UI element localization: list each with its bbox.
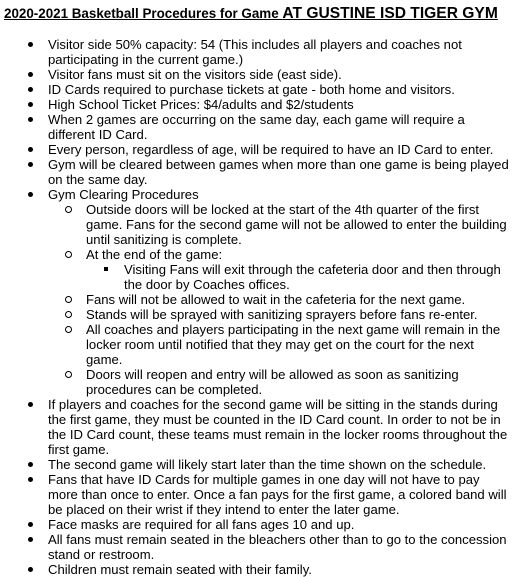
list-item-text: Face masks are required for all fans ages 10 and up. (48, 517, 355, 532)
list-item-text: All fans must remain seated in the bleachers other than to go to the concession stand or restroom. (48, 532, 507, 562)
list-item-text: At the end of the game: (86, 247, 223, 262)
list-item-text: ID Cards required to purchase tickets at gate - both home and visitors. (48, 82, 455, 97)
list-item-text: Outside doors will be locked at the start of the 4th quarter of the first game. Fans for the second game will not be allowed to enter the building until sanitizing is complete. (86, 202, 507, 247)
list-item-text: Doors will reopen and entry will be allowed as soon as sanitizing procedures can be completed. (86, 367, 459, 397)
list-item (0, 37, 512, 67)
list-item (0, 67, 512, 82)
list-item-text: Visitor fans must sit on the visitors side (east side). (48, 67, 342, 82)
list-item-text: The second game will likely start later than the time shown on the schedule. (48, 457, 487, 472)
list-item (0, 187, 512, 397)
list-item (0, 82, 512, 97)
list-item-text: Every person, regardless of age, will be required to have an ID Card to enter. (48, 142, 494, 157)
list-item-text: Children must remain seated with their family. (48, 562, 312, 577)
list-item (0, 142, 512, 157)
sub-sub-list (86, 262, 512, 292)
sub-list-item (48, 307, 512, 322)
list-item-text: If players and coaches for the second game will be sitting in the stands during the first game, they must be counted in the ID Card count. In order to not be in the ID Card count, these teams must remain in the locker rooms throughout the first game. (48, 397, 508, 457)
list-item (0, 397, 512, 457)
title-venue: AT GUSTINE ISD TIGER GYM (282, 5, 498, 22)
list-item (0, 532, 512, 562)
list-item-text: Gym Clearing Procedures (48, 187, 199, 202)
list-item-text: High School Ticket Prices: $4/adults and $2/students (48, 97, 354, 112)
list-item-text: When 2 games are occurring on the same day, each game will require a different ID Card. (48, 112, 465, 142)
sub-list-item (48, 247, 512, 292)
document-title (4, 3, 498, 25)
procedures-list (0, 37, 512, 577)
list-item (0, 157, 512, 187)
sub-list-item (48, 367, 512, 397)
sub-list-item (48, 322, 512, 367)
list-item (0, 517, 512, 532)
list-item-text: Gym will be cleared between games when more than one game is being played on the same day. (48, 157, 509, 187)
list-item (0, 472, 512, 517)
list-item (0, 112, 512, 142)
sub-list (48, 202, 512, 397)
list-item-text: Visitor side 50% capacity: 54 (This includes all players and coaches not participating in the current game.) (48, 37, 462, 67)
list-item-text: Fans that have ID Cards for multiple games in one day will not have to pay more than once to enter. Once a fan pays for the first game, a colored band will be placed on their wrist if they intend to enter the later game. (48, 472, 507, 517)
list-item (0, 562, 512, 577)
sub-list-item (48, 202, 512, 247)
list-item (0, 97, 512, 112)
list-item-text: Fans will not be allowed to wait in the cafeteria for the next game. (86, 292, 466, 307)
list-item-text: Stands will be sprayed with sanitizing sprayers before fans re-enter. (86, 307, 478, 322)
list-item-text: Visiting Fans will exit through the cafeteria door and then through the door by Coaches offices. (124, 262, 501, 292)
list-item (0, 457, 512, 472)
title-prefix: 2020-2021 Basketball Procedures for Game (4, 6, 283, 21)
sub-list-item (48, 292, 512, 307)
list-item-text: All coaches and players participating in the next game will remain in the locker room until notified that they may get on the court for the next game. (86, 322, 501, 367)
sub-sub-list-item (86, 262, 512, 292)
